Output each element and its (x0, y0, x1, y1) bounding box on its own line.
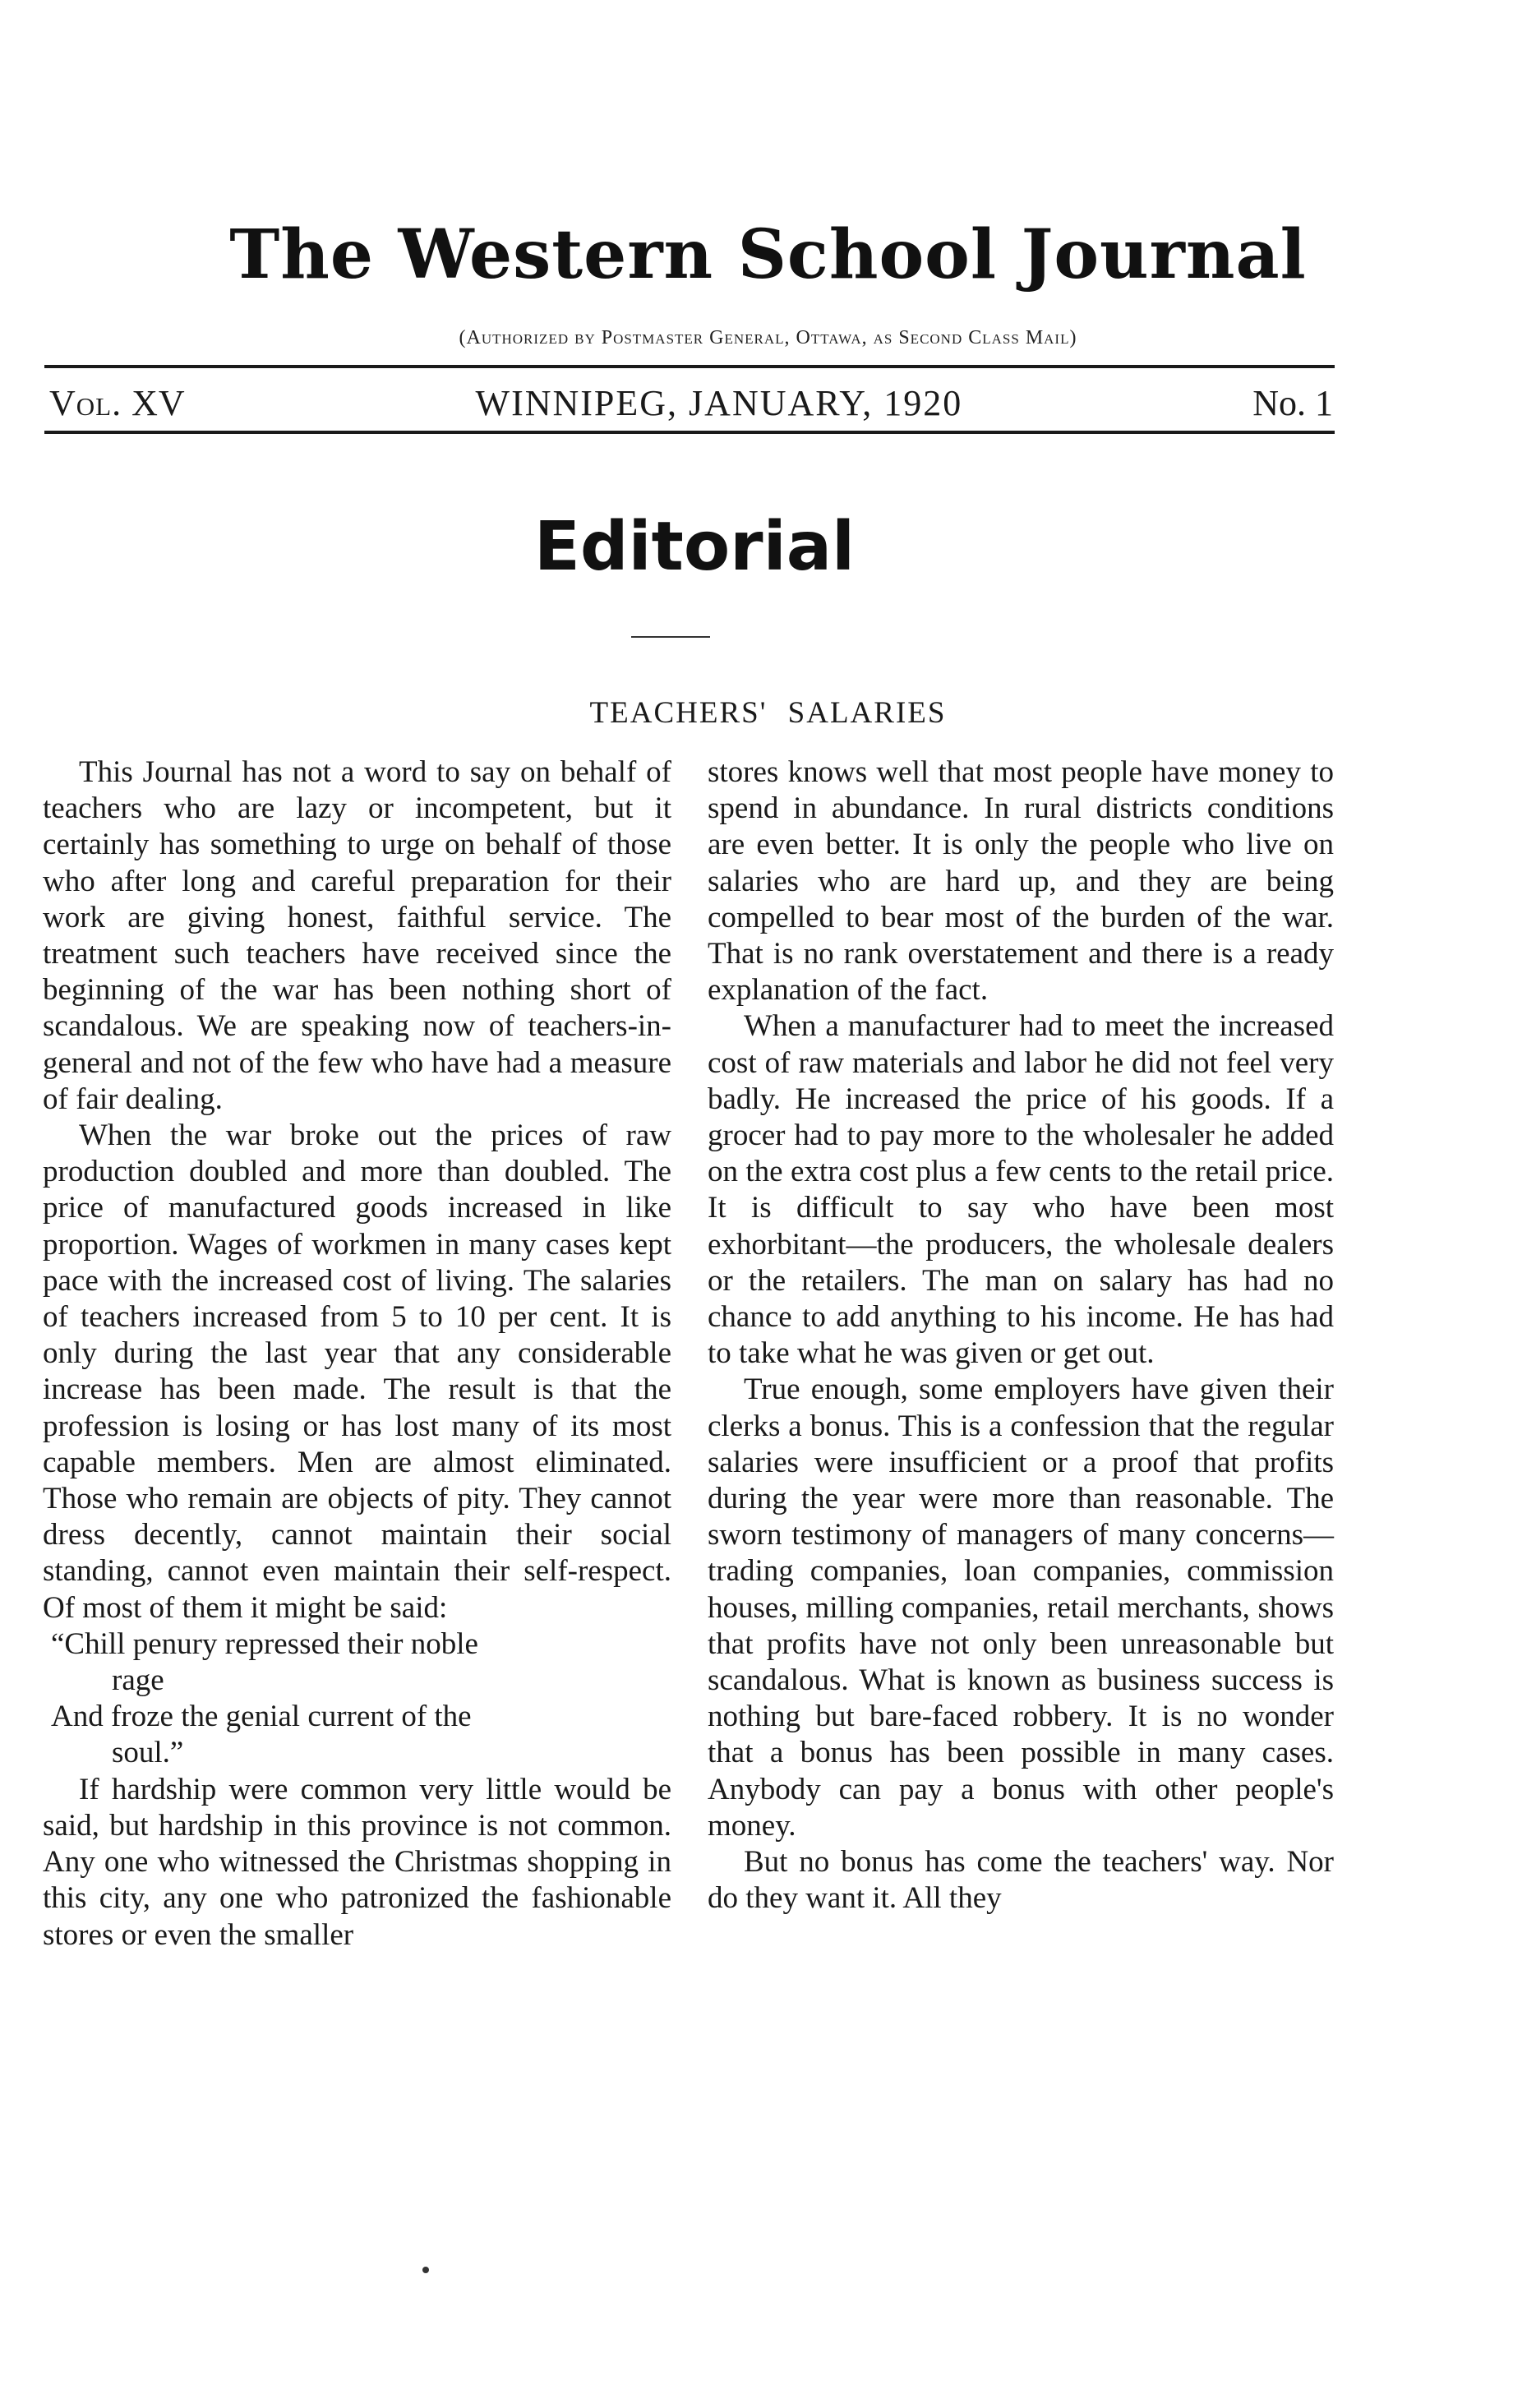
journal-masthead: The Western School Journal (229, 215, 1307, 294)
poem-line: “Chill penury repressed their noble (51, 1626, 478, 1661)
paragraph: If hardship were common very little would be said, but hardship in this province is not common. Any one who witnessed the Christmas shopping in this city, any one who patronized the fashionable stores or even the smaller (43, 1772, 671, 1952)
left-column (43, 754, 671, 1954)
poem-line-wrap: rage (112, 1663, 164, 1698)
ink-dot (422, 2267, 429, 2273)
poem-line-wrap: soul.” (112, 1736, 184, 1770)
section-divider (631, 636, 710, 638)
paragraph: This Journal has not a word to say on behalf of teachers who are lazy or incompetent, but it certainly has something to urge on behalf of those who after long and careful preparation for their work are giving honest, faithful service. The treatment such teachers have received since the beginning of the war has been nothing short of scandalous. We are speaking now of teachers-in-general and not of the few who have had a measure of fair dealing. (43, 755, 671, 1116)
bottom-rule (44, 431, 1335, 434)
mail-authorization-line: (Authorized by Postmaster General, Ottawa, as Second Class Mail) (459, 327, 1077, 348)
paragraph: When the war broke out the prices of raw production doubled and more than doubled. The price of manufactured goods increased in like proportion. Wages of workmen in many cases kept pace with the increased cost of living. The salaries of teachers increased from 5 to 10 per cent. It is only during the last year that any considerable increase has been made. The result is that the profession is losing or has lost many of its most capable members. Men are almost eliminated. Those who remain are objects of pity. They cannot dress decently, cannot maintain their social standing, cannot even maintain their self-respect. Of most of them it might be said: (43, 1119, 671, 1625)
top-rule (44, 365, 1335, 368)
paragraph: But no bonus has come the teachers' way. Nor do they want it. All they (708, 1845, 1334, 1916)
right-column (708, 754, 1334, 1917)
section-title: Editorial (533, 508, 856, 586)
volume-label: Vol. XV (49, 382, 186, 423)
issue-line (49, 378, 1333, 427)
paragraph: When a manufacturer had to meet the increased cost of raw materials and labor he did not feel very badly. He increased the price of his goods. If a grocer had to pay more to the wholesaler he added on the extra cost plus a few cents to the retail price. It is difficult to say who have been most exhorbitant—the producers, the wholesale dealers or the retailers. The man on salary has had no chance to add anything to his income. He has had to take what he was given or get out. (708, 1009, 1334, 1371)
issue-number-label: No. 1 (1252, 382, 1333, 423)
article-title: TEACHERS' SALARIES (589, 696, 947, 730)
poem-quote (43, 1626, 671, 1772)
paragraph: True enough, some employers have given their clerks a bonus. This is a confession that the regular salaries were insufficient or a proof that profits during the year were more than reasonable. The sworn testimony of managers of many concerns—trading companies, loan companies, commission houses, milling companies, retail merchants, shows that profits have not only been unreasonable but scandalous. What is known as business success is nothing but bare-faced robbery. It is no wonder that a bonus has been possible in many cases. Anybody can pay a bonus with other people's money. (708, 1372, 1334, 1843)
paragraph: stores knows well that most people have money to spend in abundance. In rural districts conditions are even better. It is only the people who live on salaries who are hard up, and they are being compelled to bear most of the burden of the war. That is no rank overstatement and there is a ready explanation of the fact. (708, 755, 1334, 1008)
place-date-label: WINNIPEG, JANUARY, 1920 (475, 382, 963, 423)
poem-line: And froze the genial current of the (51, 1700, 472, 1734)
